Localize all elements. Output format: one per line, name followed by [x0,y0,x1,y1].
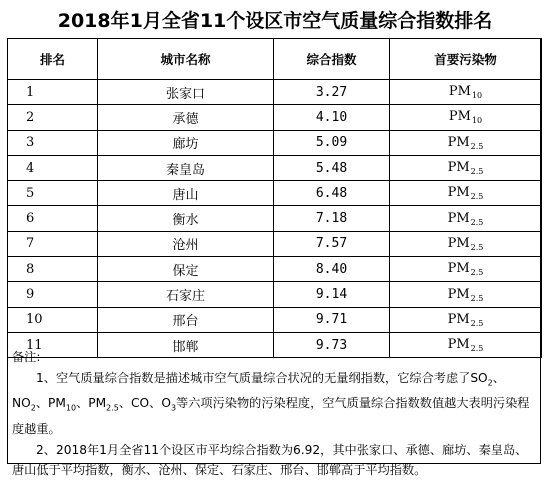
pollutant-subscript: 2.5 [470,293,484,303]
city-cell: 秦皇岛 [98,155,274,180]
pollutant-base: PM [447,134,470,150]
header-pollutant: 首要污染物 [390,39,542,80]
pollutant-base: PM [447,261,470,277]
city-cell: 衡水 [98,206,274,231]
city-cell: 邢台 [98,307,274,332]
rank-cell: 6 [8,206,98,231]
index-cell: 5.09 [274,130,390,155]
pollutant-subscript: 2.5 [470,344,484,354]
note1-text-e: 、CO、O [118,396,171,411]
rank-cell: 2 [8,105,98,130]
index-cell: 9.14 [274,282,390,307]
pollutant-subscript: 2.5 [470,268,484,278]
rank-cell: 11 [8,332,98,357]
pollutant-cell [390,282,542,307]
header-rank: 排名 [8,39,98,80]
pollutant-base: PM [447,160,470,176]
pollutant-subscript: 2.5 [470,192,484,202]
note1-text-d: 、PM [76,396,107,411]
note1-so2-sub: 2 [487,377,493,387]
pollutant-base: PM [447,286,470,302]
pollutant-cell [390,155,542,180]
city-cell: 唐山 [98,181,274,206]
pollutant-cell [390,181,542,206]
index-cell: 8.40 [274,257,390,282]
pollutant-cell [390,80,542,105]
rank-cell: 10 [8,307,98,332]
pollutant-cell [390,231,542,256]
pollutant-cell [390,257,542,282]
note1-text-f: 等六项污染物的污染程度，空气质量综合指数数值越大表明污染程度越重。 [12,396,530,437]
ranking-table [7,38,542,358]
index-cell: 3.27 [274,80,390,105]
city-cell: 保定 [98,257,274,282]
table-row [8,181,542,206]
rank-cell: 1 [8,80,98,105]
city-cell: 邯郸 [98,332,274,357]
pollutant-base: PM [448,84,471,100]
note1-text-a: 1、空气质量综合指数是描述城市空气质量综合状况的无量纲指数，它综合考虑了SO [36,370,488,385]
note1-pm25-sub: 2.5 [106,403,119,413]
rank-cell: 8 [8,257,98,282]
table-row [8,282,542,307]
pollutant-subscript: 2.5 [470,167,484,177]
table-row [8,105,542,130]
table-row [8,130,542,155]
city-cell: 承德 [98,105,274,130]
note1-o3-sub: 3 [170,403,177,413]
index-cell: 9.71 [274,307,390,332]
city-cell: 张家口 [98,80,274,105]
note1-pm10-sub: 10 [65,403,77,413]
table-row [8,80,542,105]
pollutant-cell [390,307,542,332]
index-cell: 4.10 [274,105,390,130]
pollutant-subscript: 2.5 [470,242,484,252]
pollutant-subscript: 10 [471,116,483,126]
page-title: 2018年1月全省11个设区市空气质量综合指数排名 [57,10,493,32]
city-cell: 廊坊 [98,130,274,155]
city-cell: 石家庄 [98,282,274,307]
pollutant-base: PM [447,210,470,226]
index-cell: 9.73 [274,332,390,357]
pollutant-base: PM [447,185,470,201]
pollutant-cell [390,130,542,155]
pollutant-subscript: 2.5 [470,318,484,328]
rank-cell: 9 [8,282,98,307]
note1-no2-sub: 2 [30,403,36,413]
table-row [8,155,542,180]
header-index: 综合指数 [274,39,390,80]
pollutant-base: PM [447,235,470,251]
note-2: 2、2018年1月全省11个设区市平均综合指数为6.92，其中张家口、承德、廊坊、秦皇岛、唐山低于平均指数，衡水、沧州、保定、石家庄、邢台、邯郸高于平均指数。 [12,442,528,478]
city-cell: 沧州 [98,231,274,256]
rank-cell: 5 [8,181,98,206]
table-row [8,257,542,282]
notes-heading: 备注: [12,350,41,364]
table-row [8,307,542,332]
index-cell: 7.57 [274,231,390,256]
pollutant-base: PM [448,109,471,125]
table-header-row [8,39,542,80]
header-city: 城市名称 [98,39,274,80]
pollutant-cell [390,105,542,130]
pollutant-base: PM [447,311,470,327]
rank-cell: 7 [8,231,98,256]
pollutant-subscript: 10 [471,91,483,101]
rank-cell: 3 [8,130,98,155]
pollutant-subscript: 2.5 [470,141,484,151]
pollutant-base: PM [447,337,470,353]
table-row [8,206,542,231]
notes-section [12,347,538,481]
note-1 [12,368,538,440]
index-cell: 6.48 [274,181,390,206]
pollutant-cell [390,206,542,231]
note1-text-c: 、PM [35,396,66,411]
index-cell: 5.48 [274,155,390,180]
table-row [8,231,542,256]
rank-cell: 4 [8,155,98,180]
note1-text-b: 、NO [12,370,505,411]
pollutant-subscript: 2.5 [470,217,484,227]
index-cell: 7.18 [274,206,390,231]
